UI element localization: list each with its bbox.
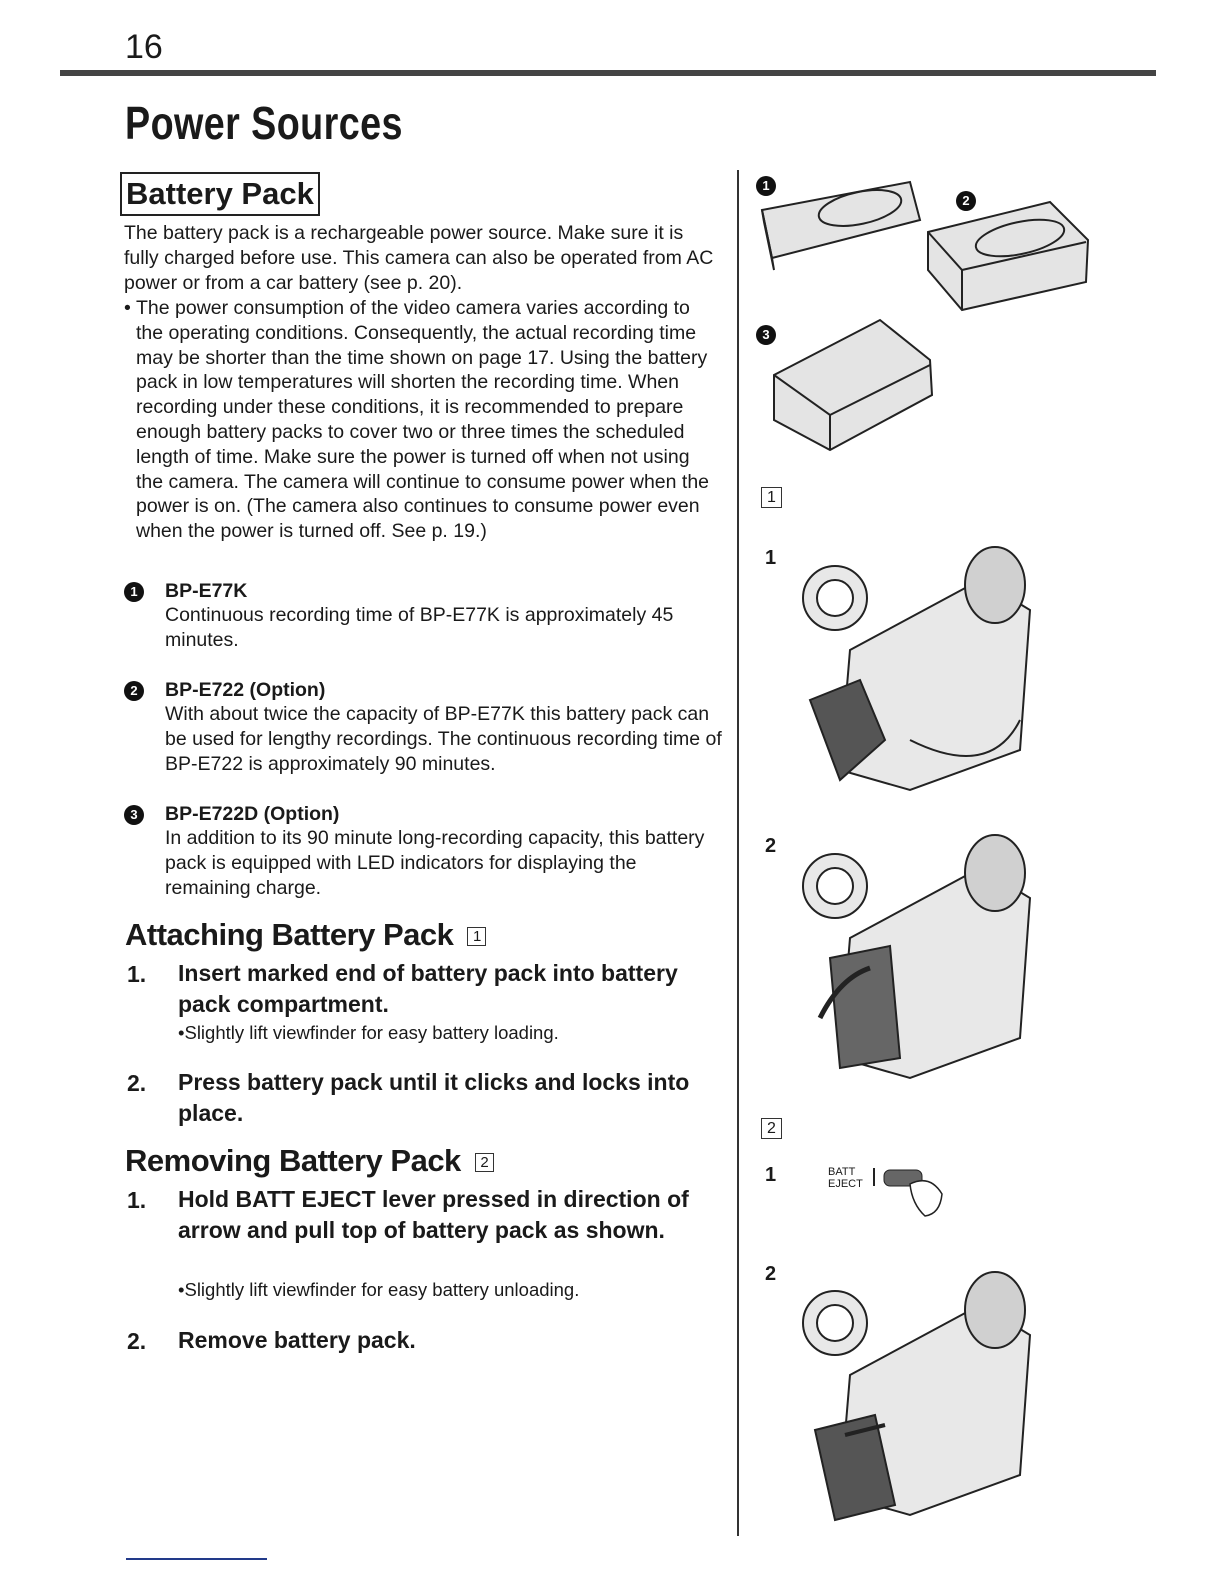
item-3-badge	[124, 805, 150, 831]
item-3-desc: In addition to its 90 minute long-recording capacity, this battery pack is equipped with LED indicators for displaying the remaining charge.	[165, 827, 705, 899]
eject-label: EJECT	[828, 1178, 863, 1190]
note-text: Slightly lift viewfinder for easy battery loading.	[184, 1022, 559, 1043]
removing-heading-text: Removing Battery Pack	[125, 1143, 461, 1178]
item-3-name: BP-E722D (Option)	[165, 803, 340, 825]
battery-bp-e722-image	[928, 202, 1088, 310]
item-2-name: BP-E722 (Option)	[165, 679, 326, 701]
battery-2-badge: 2	[956, 191, 976, 211]
header-rule	[60, 70, 1156, 76]
remove-step-2-text: Remove battery pack.	[178, 1327, 416, 1353]
batt-label: BATT	[828, 1166, 856, 1178]
attaching-heading	[125, 917, 486, 953]
attach-step-1-note: •Slightly lift viewfinder for easy battery loading.	[178, 1022, 559, 1043]
item-2-desc: With about twice the capacity of BP-E77K this battery pack can be used for lengthy recordings. The continuous recording time of BP-E722 is approximately 90 minutes.	[165, 703, 722, 775]
camera-remove-illustration	[790, 1265, 1050, 1530]
battery-1-badge: 1	[756, 176, 776, 196]
battery-illustrations	[750, 170, 1100, 460]
badge-number: 3	[124, 805, 144, 825]
attach-step-2-text: Press battery pack until it clicks and locks into place.	[178, 1069, 690, 1126]
figure-2-label: 2	[761, 1118, 782, 1139]
remove-step-1-note: •Slightly lift viewfinder for easy battery unloading.	[178, 1279, 580, 1300]
attach-step-1-text: Insert marked end of battery pack into battery pack compartment.	[178, 960, 678, 1017]
item-1-desc: Continuous recording time of BP-E77K is approximately 45 minutes.	[165, 604, 674, 651]
removing-heading	[125, 1143, 494, 1179]
remove-step-1-text: Hold BATT EJECT lever pressed in direction of arrow and pull top of battery pack as shown.	[178, 1186, 689, 1243]
figure-1-step-2: 2	[765, 835, 777, 857]
column-divider	[737, 170, 739, 1536]
page-number: 16	[125, 28, 163, 66]
intro-paragraph: The battery pack is a rechargeable power source. Make sure it is fully charged before use. This camera can also be operated from AC power or from a car battery (see p. 20).	[124, 222, 714, 294]
attaching-fig-ref: 1	[467, 927, 486, 946]
attach-step-2-num: 2.	[127, 1070, 147, 1096]
page-title: Power Sources	[125, 97, 403, 149]
badge-number: 2	[124, 681, 144, 701]
battery-pack-heading: Battery Pack	[120, 172, 320, 216]
battery-3-badge: 3	[756, 325, 776, 345]
bullet-text: The power consumption of the video camera varies according to the operating conditions. Consequently, the actual recording time may be shorter than the time shown on page 17. Using the battery pack in low temperatures will shorten the recording time. When recording under these conditions, it is recommended to prepare enough battery packs to cover two or three times the scheduled length of time. Make sure the power is turned off when not using the camera. The camera will continue to consume power when the power is on. (The camera also continues to consume power even when the power is turned off. See p. 19.)	[136, 297, 710, 543]
figure-1-step-1: 1	[765, 547, 777, 569]
figure-2-step-2: 2	[765, 1263, 777, 1285]
item-2-badge	[124, 681, 150, 707]
note-text: Slightly lift viewfinder for easy battery unloading.	[184, 1279, 580, 1300]
item-1-badge	[124, 582, 150, 608]
battery-bp-e77k-image	[762, 182, 920, 270]
power-consumption-bullet: • The power consumption of the video camera varies according to the operating conditions. Consequently, the actual recording time may be shorter than the time shown on page 17. Using the battery pack in low temperatures will shorten the recording time. When recording under these conditions, it is recommended to prepare enough battery packs to cover two or three times the scheduled length of time. Make sure the power is turned off when not using the camera. The camera will continue to consume power when the power is on. (The camera also continues to consume power even when the power is turned off. See p. 19.)	[124, 296, 714, 544]
removing-fig-ref: 2	[475, 1153, 494, 1172]
batt-eject-label	[828, 1166, 863, 1190]
attaching-heading-text: Attaching Battery Pack	[125, 917, 454, 952]
badge-number: 1	[124, 582, 144, 602]
remove-step-2-num: 2.	[127, 1328, 147, 1354]
camera-press-illustration	[790, 828, 1050, 1088]
item-1-name: BP-E77K	[165, 580, 248, 602]
footer-rule	[126, 1558, 267, 1560]
batt-eject-lever-illustration	[870, 1164, 960, 1224]
attach-step-1-num: 1.	[127, 961, 147, 987]
figure-1-label: 1	[761, 487, 782, 508]
camera-insert-illustration	[790, 540, 1050, 800]
figure-2-step-1: 1	[765, 1164, 777, 1186]
battery-bp-e722d-image	[774, 320, 932, 450]
remove-step-1-num: 1.	[127, 1187, 147, 1213]
